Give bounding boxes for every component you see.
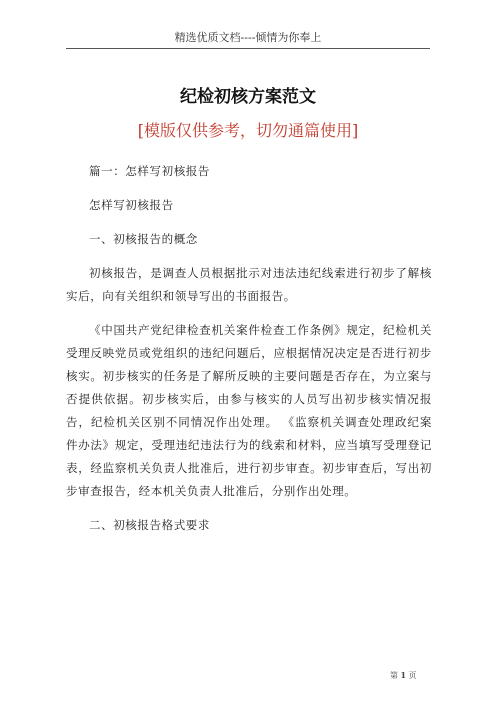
document-subtitle: [模版仅供参考，切勿通篇使用]	[137, 121, 359, 140]
page-number-footer	[390, 670, 417, 681]
paragraph-definition: 初核报告，是调查人员根据批示对违法违纪线索进行初步了解核实后，向有关组织和领导写出的书面报告。	[66, 266, 432, 303]
document-body	[66, 160, 432, 537]
paragraph-gap	[66, 251, 432, 262]
page-number: 1	[400, 670, 407, 680]
page-header: 精选优质文档----倾情为你奉上	[174, 31, 322, 44]
page-number-suffix: 页	[408, 671, 417, 680]
page-number-prefix: 第	[390, 671, 398, 680]
section-heading-format: 二、初核报告格式要求	[89, 518, 210, 532]
paragraph-gap	[66, 503, 432, 514]
header-divider	[66, 48, 430, 49]
section-heading-chapter: 篇一：怎样写初核报告	[89, 164, 210, 178]
section-heading-title: 怎样写初核报告	[89, 198, 174, 212]
paragraph-gap	[66, 308, 432, 319]
paragraph-gap	[66, 183, 432, 194]
paragraph-regulations: 《中国共产党纪律检查机关案件检查工作条例》规定，纪检机关受理反映党员或党组织的违纪问题后，应根据情况决定是否进行初步核实。初步核实的任务是了解所反映的主要问题是否存在，为立案与否提供依据。初步核实后，由参与核实的人员写出初步核实情况报告，纪检机关区别不同情况作出处理。 《监察机关调查处理政纪案件办法》规定，受理违纪违法行为的线索和材料，应当填写受理登记表，经监察机关负责人批准后，进行初步审查。初步审查后，写出初步审查报告，经本机关负责人批准后，分别作出处理。	[66, 323, 432, 498]
document-title: 纪检初核方案范文	[180, 87, 316, 107]
paragraph-gap	[66, 217, 432, 228]
section-heading-concept: 一、初核报告的概念	[89, 232, 198, 246]
